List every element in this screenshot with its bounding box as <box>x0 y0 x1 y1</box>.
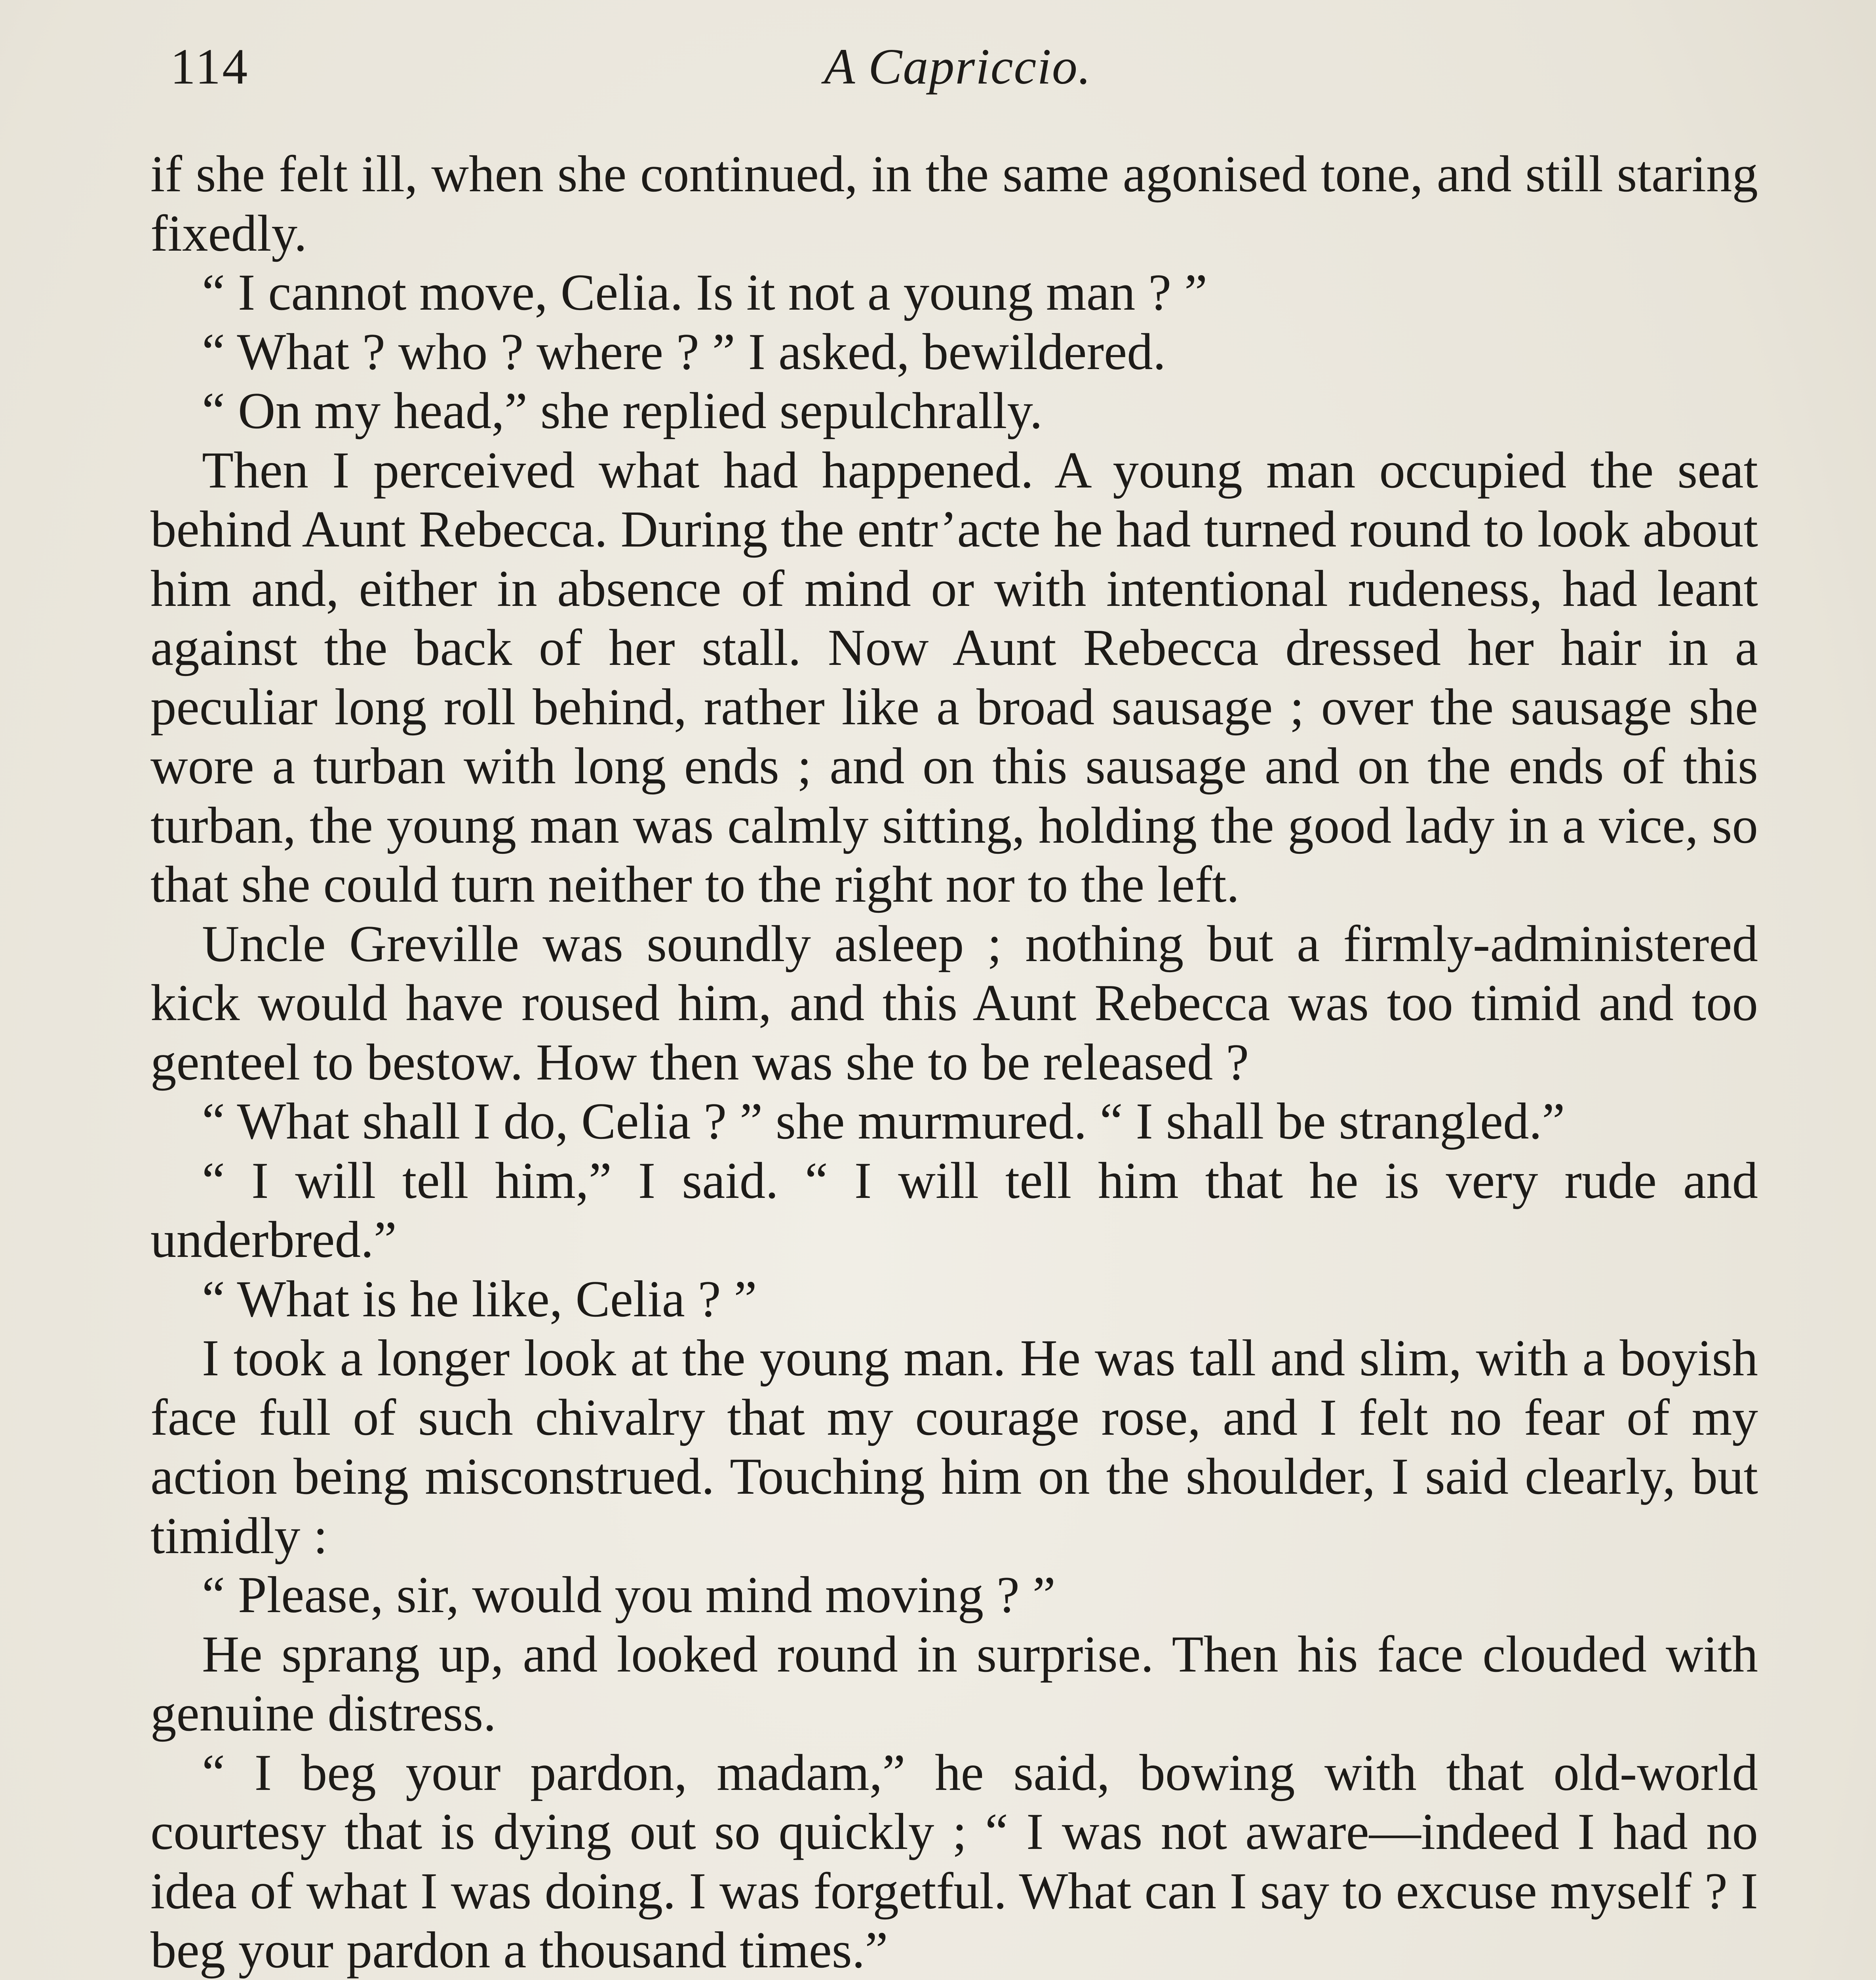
paragraph: “ I beg your pardon, madam,” he said, bowing with that old-world courtesy that is dying out so quickly ; “ I was not aware—indeed I had no idea of what I was doing. I was forgetful. What can I say to excuse myself ? I beg your pardon a thousand times.” <box>150 1744 1758 1979</box>
paragraph: “ What shall I do, Celia ? ” she murmured. “ I shall be strangled.” <box>202 1093 1565 1150</box>
paragraph: He sprang up, and looked round in surprise. Then his face clouded with genuine distress. <box>150 1625 1758 1742</box>
page-number: 114 <box>170 38 249 95</box>
running-title: A Capriccio. <box>824 38 1092 95</box>
paragraph: “ What ? who ? where ? ” I asked, bewildered. <box>202 323 1166 381</box>
body-text <box>150 145 1758 1980</box>
paragraph: Uncle Greville was soundly asleep ; nothing but a firmly-administered kick would have roused him, and this Aunt Rebecca was too timid and too genteel to bestow. How then was she to be released ? <box>150 915 1758 1091</box>
paragraph: “ What is he like, Celia ? ” <box>202 1270 757 1328</box>
paragraph: “ On my head,” she replied sepulchrally. <box>202 382 1043 440</box>
paragraph: I took a longer look at the young man. He was tall and slim, with a boyish face full of such chivalry that my courage rose, and I felt no fear of my action being misconstrued. Touching him on the shoulder, I said clearly, but timidly : <box>150 1329 1758 1565</box>
paragraph: if she felt ill, when she continued, in the same agonised tone, and still staring fixedly. <box>150 145 1758 262</box>
paragraph: “ I cannot move, Celia. Is it not a young man ? ” <box>202 264 1208 321</box>
page-header <box>170 38 1745 93</box>
paragraph: “ Please, sir, would you mind moving ? ” <box>202 1566 1056 1624</box>
paragraph: “ I will tell him,” I said. “ I will tell him that he is very rude and underbred.” <box>150 1152 1758 1268</box>
paragraph: Then I perceived what had happened. A young man occupied the seat behind Aunt Rebecca. During the entr’acte he had turned round to look about him and, either in absence of mind or with intentional rudeness, had leant against the back of her stall. Now Aunt Rebecca dressed her hair in a peculiar long roll behind, rather like a broad sausage ; over the sausage she wore a turban with long ends ; and on this sausage and on the ends of this turban, the young man was calmly sitting, holding the good lady in a vice, so that she could turn neither to the right nor to the left. <box>150 441 1758 913</box>
